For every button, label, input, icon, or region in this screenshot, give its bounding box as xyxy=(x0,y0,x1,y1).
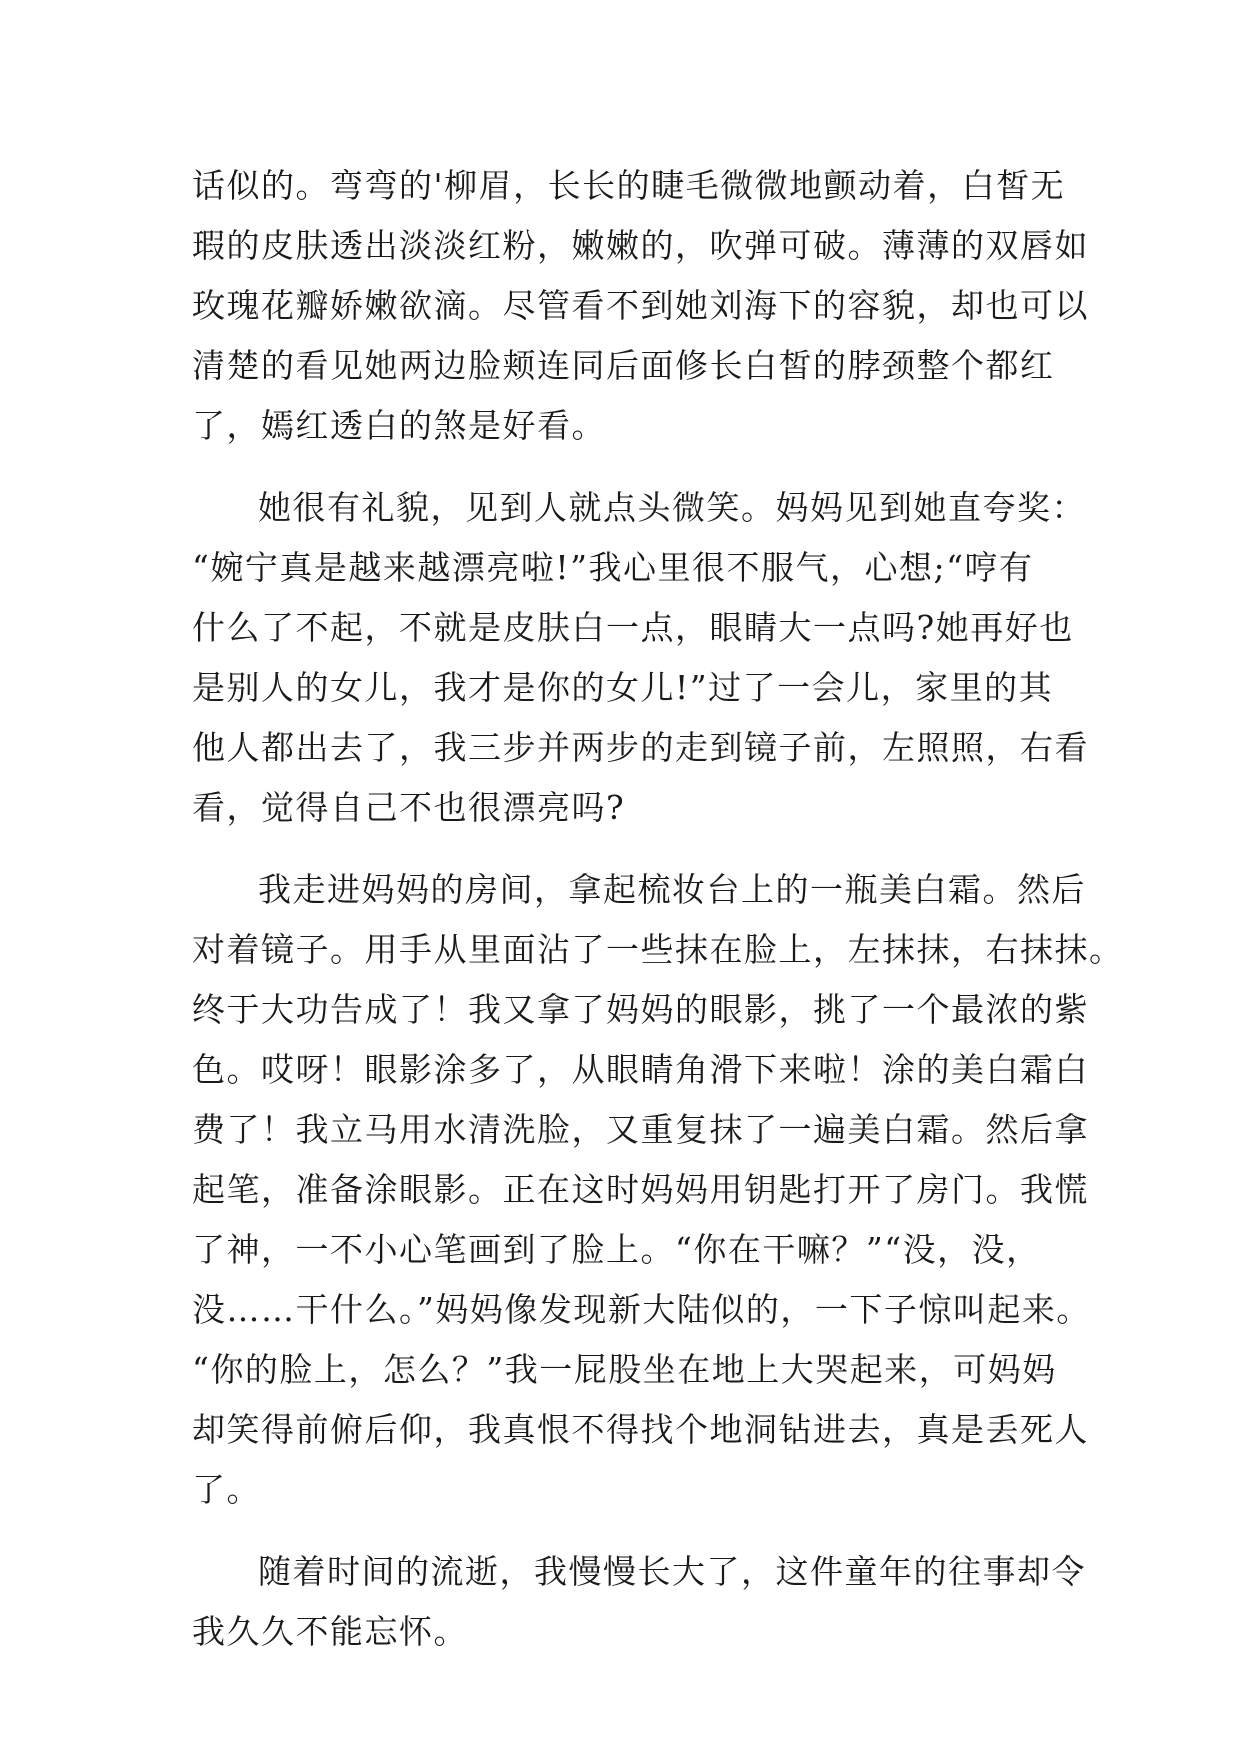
text-line: 却笑得前俯后仰，我真恨不得找个地洞钻进去，真是丢死人 xyxy=(192,1410,1089,1449)
text-line: 什么了不起，不就是皮肤白一点，眼睛大一点吗?她再好也 xyxy=(192,608,1074,647)
text-line: 色。哎呀！眼影涂多了，从眼睛角滑下来啦！涂的美白霜白 xyxy=(192,1050,1089,1089)
text-line: 终于大功告成了！我又拿了妈妈的眼影，挑了一个最浓的紫 xyxy=(192,990,1089,1029)
text-line: 话似的。弯弯的'柳眉，长长的睫毛微微地颤动着，白皙无 xyxy=(192,166,1066,205)
text-line: 起笔，准备涂眼影。正在这时妈妈用钥匙打开了房门。我慌 xyxy=(192,1170,1089,1209)
text-line: 我走进妈妈的房间，拿起梳妆台上的一瓶美白霜。然后 xyxy=(258,870,1086,909)
paragraph xyxy=(192,156,1132,456)
text-line: 是别人的女儿，我才是你的女儿!”过了一会儿，家里的其 xyxy=(192,668,1054,707)
text-line: 费了！我立马用水清洗脸，又重复抹了一遍美白霜。然后拿 xyxy=(192,1110,1089,1149)
text-line: 看，觉得自己不也很漂亮吗? xyxy=(192,788,626,827)
text-line: 了。 xyxy=(192,1470,261,1509)
paragraph xyxy=(192,478,1132,838)
text-line: 没……干什么。”妈妈像发现新大陆似的，一下子惊叫起来。 xyxy=(192,1290,1091,1329)
text-line: 玫瑰花瓣娇嫩欲滴。尽管看不到她刘海下的容貌，却也可以 xyxy=(192,286,1089,325)
paragraph xyxy=(192,860,1132,1520)
text-line: 了，嫣红透白的煞是好看。 xyxy=(192,406,606,445)
text-line: 我久久不能忘怀。 xyxy=(192,1612,468,1651)
text-line: “婉宁真是越来越漂亮啦!”我心里很不服气，心想;“哼有 xyxy=(192,548,1034,587)
text-line: 她很有礼貌，见到人就点头微笑。妈妈见到她直夸奖： xyxy=(258,488,1086,527)
text-line: 清楚的看见她两边脸颊连同后面修长白皙的脖颈整个都红 xyxy=(192,346,1055,385)
text-line: 了神，一不小心笔画到了脸上。“你在干嘛？”“没，没， xyxy=(192,1230,1041,1269)
text-line: 瑕的皮肤透出淡淡红粉，嫩嫩的，吹弹可破。薄薄的双唇如 xyxy=(192,226,1089,265)
text-line: “你的脸上，怎么？”我一屁股坐在地上大哭起来，可妈妈 xyxy=(192,1350,1057,1389)
text-line: 他人都出去了，我三步并两步的走到镜子前，左照照，右看 xyxy=(192,728,1089,767)
document-body xyxy=(192,156,1132,1662)
text-line: 随着时间的流逝，我慢慢长大了，这件童年的往事却令 xyxy=(258,1552,1086,1591)
text-line: 对着镜子。用手从里面沾了一些抹在脸上，左抹抹，右抹抹。 xyxy=(192,930,1124,969)
paragraph xyxy=(192,1542,1132,1662)
